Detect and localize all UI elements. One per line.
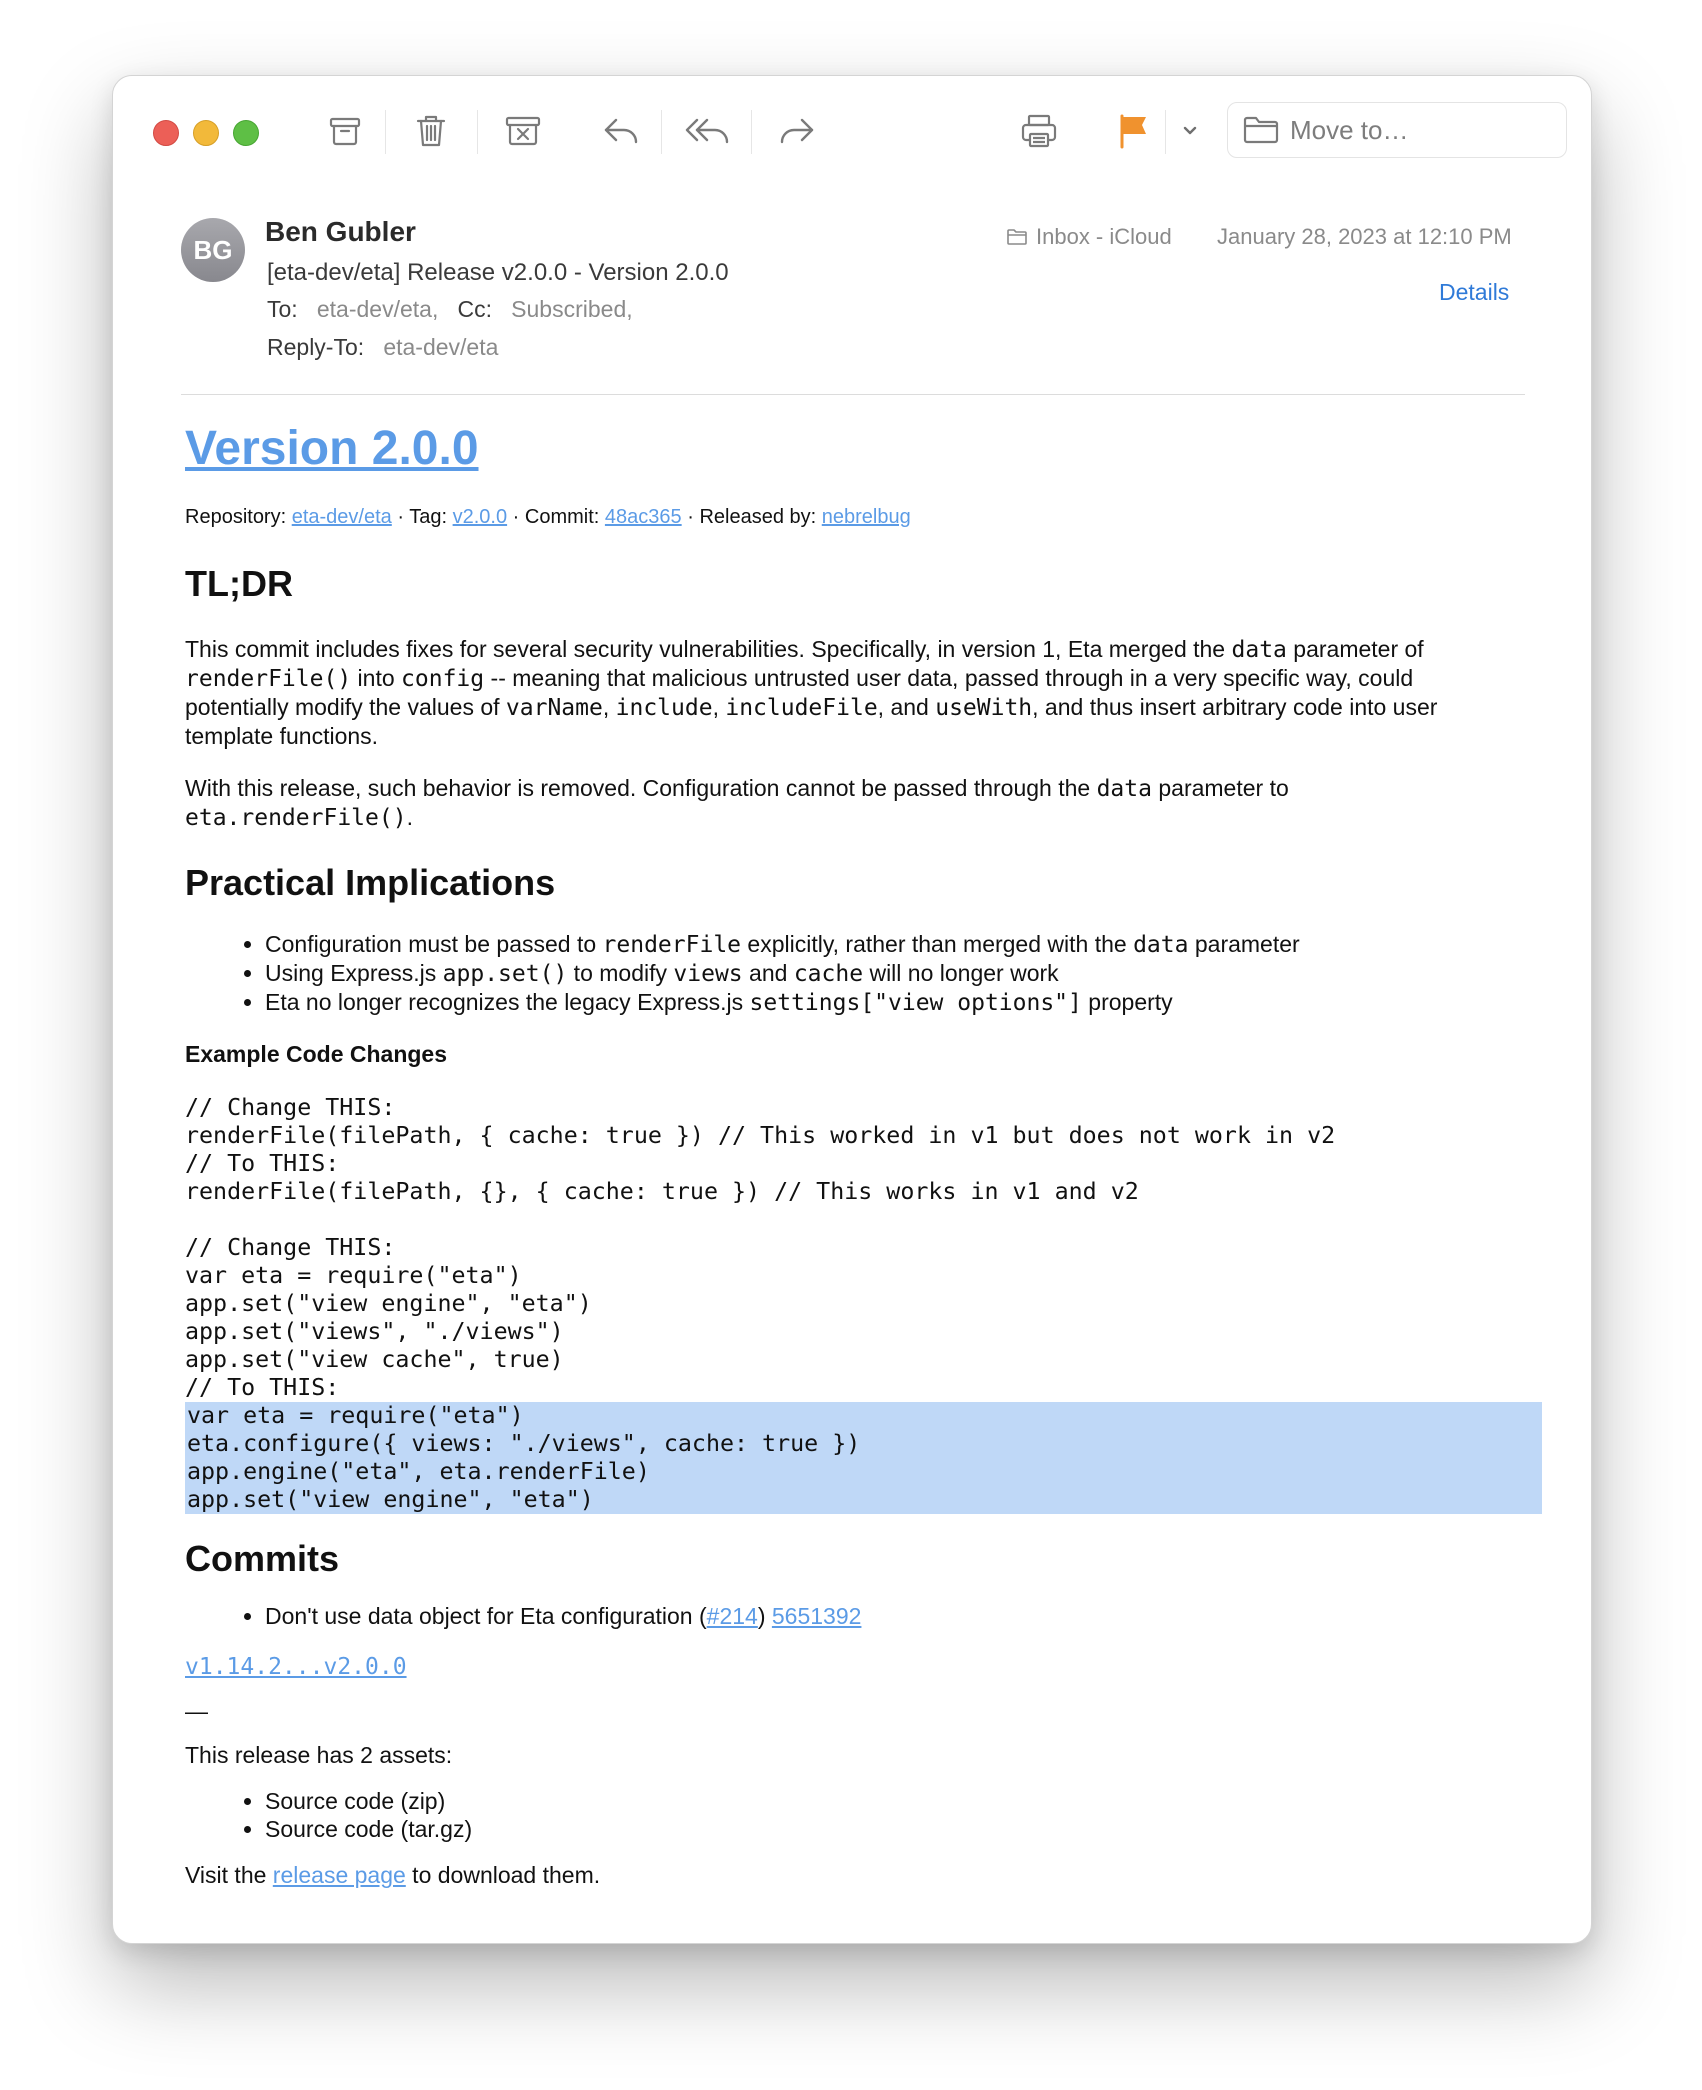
separator-dash: — — [185, 1698, 208, 1724]
repo-link[interactable]: eta-dev/eta — [291, 506, 392, 528]
message-body — [185, 421, 1515, 1889]
text: Visit the — [185, 1862, 273, 1888]
list-item — [265, 959, 1515, 988]
folder-icon — [1242, 114, 1280, 146]
list-item — [265, 930, 1515, 959]
archive-icon — [328, 114, 362, 148]
text: -- meaning that malicious untrusted user data, passed through in a very specific way, could potentially modify the values of — [185, 665, 1414, 720]
released-by-link[interactable]: nebrelbug — [821, 506, 911, 528]
commit-label: Commit: — [524, 506, 600, 528]
text: to modify — [567, 960, 674, 986]
close-window-button[interactable] — [153, 120, 179, 146]
inline-code: renderFile — [602, 932, 742, 958]
folder-icon — [1006, 228, 1028, 246]
asset-item: • Source code (zip) — [265, 1787, 1515, 1815]
inline-code: include — [615, 695, 713, 721]
forward-button[interactable] — [769, 106, 825, 156]
trash-icon — [414, 113, 448, 149]
recipients-line — [267, 296, 633, 323]
inline-code: settings["view options"] — [749, 990, 1082, 1016]
inline-code: app.set() — [442, 961, 568, 987]
text: parameter of — [1286, 636, 1424, 662]
text: and — [742, 960, 794, 986]
avatar: BG — [181, 218, 245, 282]
example-heading: Example Code Changes — [185, 1041, 448, 1067]
details-link[interactable]: Details — [1439, 279, 1510, 305]
printer-icon — [1020, 113, 1058, 149]
text: . — [406, 804, 413, 830]
message-date: January 28, 2023 at 12:10 PM — [1217, 224, 1512, 249]
text: Don't use data object for Eta configuration ( — [265, 1603, 707, 1629]
archive-button[interactable] — [317, 106, 373, 156]
repo-label: Repository: — [185, 506, 287, 528]
zoom-window-button[interactable] — [233, 120, 259, 146]
text: parameter to — [1151, 775, 1289, 801]
inline-code: data — [1133, 932, 1189, 958]
sender-name[interactable]: Ben Gubler — [265, 216, 416, 247]
release-title — [185, 421, 1515, 476]
tldr-heading: TL;DR — [185, 563, 293, 604]
inline-code: useWith — [935, 695, 1033, 721]
text: ) — [757, 1603, 766, 1629]
text: explicitly, rather than merged with the — [741, 931, 1134, 957]
print-button[interactable] — [1011, 106, 1067, 156]
text: parameter — [1188, 931, 1300, 957]
commits-list — [185, 1602, 1515, 1630]
junk-button[interactable] — [495, 106, 551, 156]
reply-icon — [602, 116, 640, 146]
assets-list — [185, 1787, 1515, 1843]
text: Eta no longer recognizes the legacy Express.js — [265, 989, 750, 1015]
toolbar — [113, 76, 1591, 186]
assets-text: This release has 2 assets: — [185, 1742, 453, 1768]
commit-link[interactable]: 48ac365 — [604, 506, 682, 528]
flag-icon — [1118, 113, 1150, 149]
inline-code: data — [1096, 776, 1152, 802]
inline-code: views — [673, 961, 743, 987]
reply-all-button[interactable] — [677, 106, 739, 156]
text: , — [712, 694, 726, 720]
release-meta — [185, 506, 1515, 529]
inline-code: varName — [505, 695, 603, 721]
mail-window — [112, 75, 1592, 1944]
flag-button[interactable] — [1109, 106, 1159, 156]
forward-icon — [778, 116, 816, 146]
reply-all-icon — [685, 116, 731, 146]
reply-to-label: Reply-To: — [267, 334, 365, 360]
reply-button[interactable] — [593, 106, 649, 156]
meta-separator: · — [397, 506, 405, 528]
implications-heading: Practical Implications — [185, 862, 556, 903]
tldr-paragraph-2 — [185, 774, 1515, 832]
code-block: // Change THIS: renderFile(filePath, { cache: true }) // This worked in v1 but does not work in v2 // To THIS: renderFile(filePath, {}, { cache: true }) // This works in v1 and v2 // Change THIS: var eta = require("eta") app.set("view engine", "eta") app.set("views", "./views") app.set("view cache", true) // To THIS: — [185, 1094, 1336, 1401]
junk-icon — [504, 114, 542, 148]
text: , — [602, 694, 616, 720]
mailbox-location — [1006, 224, 1172, 250]
compare-link[interactable]: v1.14.2...v2.0.0 — [185, 1654, 407, 1680]
text: This commit includes fixes for several security vulnerabilities. Specifically, in version 1, Eta merged the — [185, 636, 1232, 662]
reply-to-line — [267, 334, 498, 361]
commit-item — [265, 1602, 1515, 1630]
tldr-paragraph-1 — [185, 635, 1515, 750]
inline-code: includeFile — [725, 695, 878, 721]
tag-label: Tag: — [409, 506, 448, 528]
text: will no longer work — [863, 960, 1059, 986]
flag-menu-button[interactable] — [1171, 106, 1209, 156]
code-block-selected[interactable]: var eta = require("eta") eta.configure({ views: "./views", cache: true }) app.engine("eta", eta.renderFile) app.set("view engine", "eta") — [185, 1402, 1542, 1514]
pr-link[interactable]: #214 — [706, 1603, 758, 1629]
tag-link[interactable]: v2.0.0 — [452, 506, 508, 528]
inline-code: eta.renderFile() — [185, 805, 407, 831]
text: With this release, such behavior is removed. Configuration cannot be passed through the — [185, 775, 1097, 801]
text: , and — [877, 694, 936, 720]
to-value[interactable]: eta-dev/eta, — [316, 296, 439, 322]
header-divider — [181, 394, 1525, 395]
asset-item: • Source code (tar.gz) — [265, 1815, 1515, 1843]
delete-button[interactable] — [403, 106, 459, 156]
mailbox-label: Inbox - iCloud — [1036, 224, 1172, 249]
text: Using Express.js — [265, 960, 443, 986]
subject: [eta-dev/eta] Release v2.0.0 - Version 2.0.0 — [267, 259, 729, 286]
reply-to-value[interactable]: eta-dev/eta — [383, 334, 499, 360]
text: property — [1081, 989, 1173, 1015]
visit-paragraph — [185, 1861, 1515, 1889]
inline-code: renderFile() — [185, 666, 352, 692]
text: Configuration must be passed to — [265, 931, 603, 957]
text: into — [351, 665, 402, 691]
commit-sha-link[interactable]: 5651392 — [771, 1603, 862, 1629]
meta-separator: · — [512, 506, 520, 528]
move-to-placeholder: Move to… — [1290, 114, 1409, 145]
cc-label: Cc: — [457, 296, 492, 322]
compare-paragraph — [185, 1652, 1515, 1681]
release-page-link[interactable]: release page — [272, 1862, 406, 1888]
release-title-link[interactable]: Version 2.0.0 — [185, 422, 479, 475]
cc-value[interactable]: Subscribed, — [511, 296, 633, 322]
chevron-down-icon — [1182, 125, 1198, 137]
text: , and thus insert arbitrary code into user template functions. — [185, 694, 1438, 749]
list-item — [265, 988, 1515, 1017]
to-label: To: — [267, 296, 298, 322]
released-by-label: Released by: — [699, 506, 817, 528]
minimize-window-button[interactable] — [193, 120, 219, 146]
meta-separator: · — [687, 506, 694, 528]
inline-code: cache — [793, 961, 864, 987]
move-to-field[interactable] — [1227, 102, 1567, 158]
implications-list — [185, 930, 1515, 1017]
inline-code: data — [1231, 637, 1287, 663]
commits-heading: Commits — [185, 1538, 340, 1579]
inline-code: config — [401, 666, 485, 692]
text: to download them. — [405, 1862, 601, 1888]
